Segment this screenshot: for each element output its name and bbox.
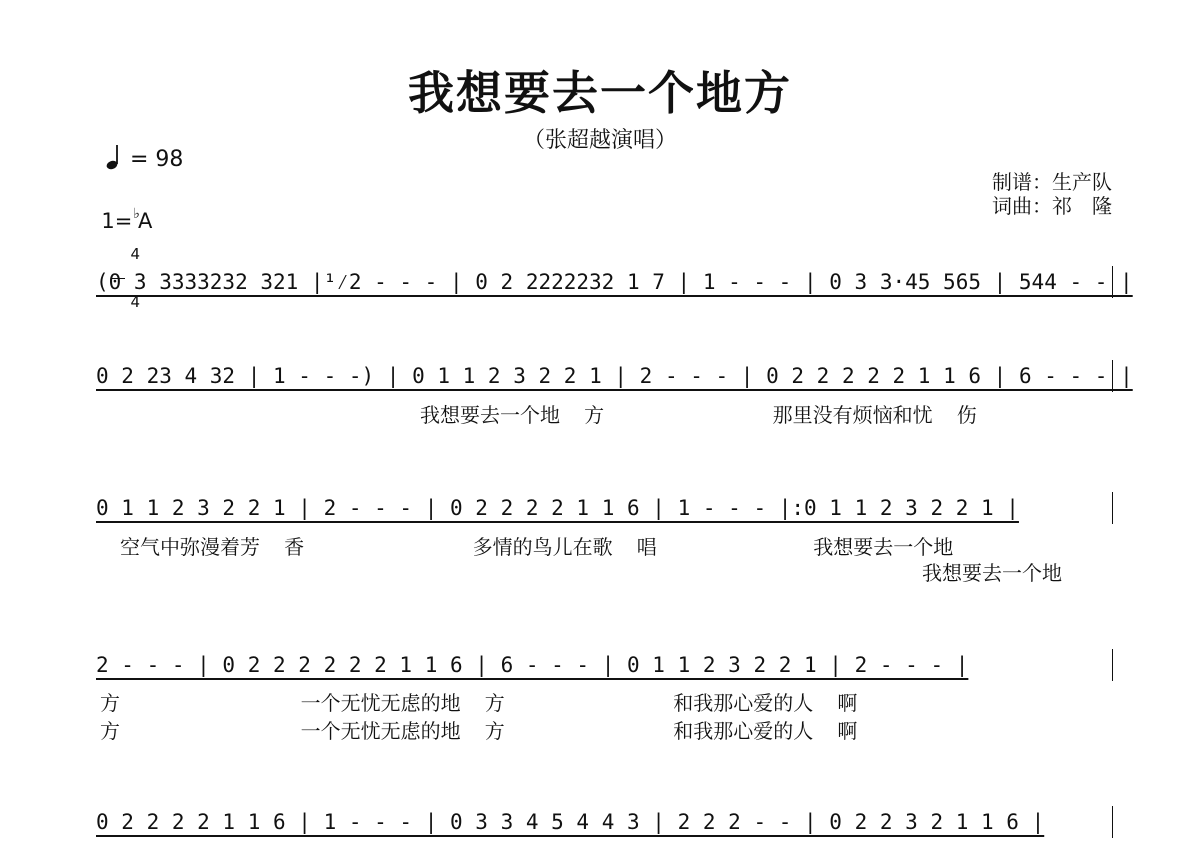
system-5-notes: 0 2 2 2 2 1 1 6 | 1 - - - | 0 3 3 4 5 4 4 3 | 2 2 2 - - | 0 2 2 3 2 1 1 6 | bbox=[96, 810, 1045, 834]
system-3-lyrics: 空气中弥漫着芳 香 多情的鸟儿在歌 唱 我想要去一个地 bbox=[120, 535, 954, 559]
time-signature-bottom: 4 bbox=[130, 293, 140, 311]
system-4-notes: 2 - - - | 0 2 2 2 2 2 2 1 1 6 | 6 - - - | 0 1 1 2 3 2 2 1 | 2 - - - | bbox=[96, 653, 969, 677]
score-subtitle: （张超越演唱） bbox=[522, 128, 677, 153]
time-signature-top: 4 bbox=[130, 245, 140, 263]
flat-icon: ♭ bbox=[133, 206, 140, 222]
score-title: 我想要去一个地方 bbox=[408, 66, 792, 120]
key-signature bbox=[88, 190, 152, 325]
credit-notation: 制谱：生产队 bbox=[992, 170, 1112, 194]
system-2-lyrics: 我想要去一个地 方 那里没有烦恼和忧 伤 bbox=[420, 403, 977, 427]
final-barline-system-5 bbox=[1112, 806, 1113, 838]
system-3-lyrics-verse-2: 我想要去一个地 bbox=[922, 561, 1062, 585]
system-3-notes: 0 1 1 2 3 2 2 1 | 2 - - - | 0 2 2 2 2 1 1 6 | 1 - - - |:0 1 1 2 3 2 2 1 | bbox=[96, 496, 1019, 520]
key-prefix: 1= bbox=[101, 209, 133, 233]
tempo-value: = 98 bbox=[130, 147, 184, 172]
system-4-lyrics: 方 一个无忧无虑的地 方 和我那心爱的人 啊 bbox=[100, 691, 858, 715]
system-4-lyrics-verse-2: 方 一个无忧无虑的地 方 和我那心爱的人 啊 bbox=[100, 719, 858, 743]
quarter-note-icon bbox=[106, 144, 120, 170]
final-barline-system-1 bbox=[1112, 266, 1113, 298]
system-2-notes: 0 2 23 4 32 | 1 - - -) | 0 1 1 2 3 2 2 1 | 2 - - - | 0 2 2 2 2 2 1 1 6 | 6 - - - | bbox=[96, 364, 1133, 388]
final-barline-system-4 bbox=[1112, 649, 1113, 681]
system-1-notes: (0 3 3333232 321 |¹⁄2 - - - | 0 2 2222232 1 7 | 1 - - - | 0 3 3·45 565 | 544 - - | bbox=[96, 270, 1133, 294]
tempo-marking bbox=[92, 122, 183, 171]
final-barline-system-3 bbox=[1112, 492, 1113, 524]
key-note: A bbox=[137, 209, 153, 233]
final-barline-system-2 bbox=[1112, 360, 1113, 392]
credit-lyrics: 词曲：祁 隆 bbox=[992, 194, 1112, 218]
